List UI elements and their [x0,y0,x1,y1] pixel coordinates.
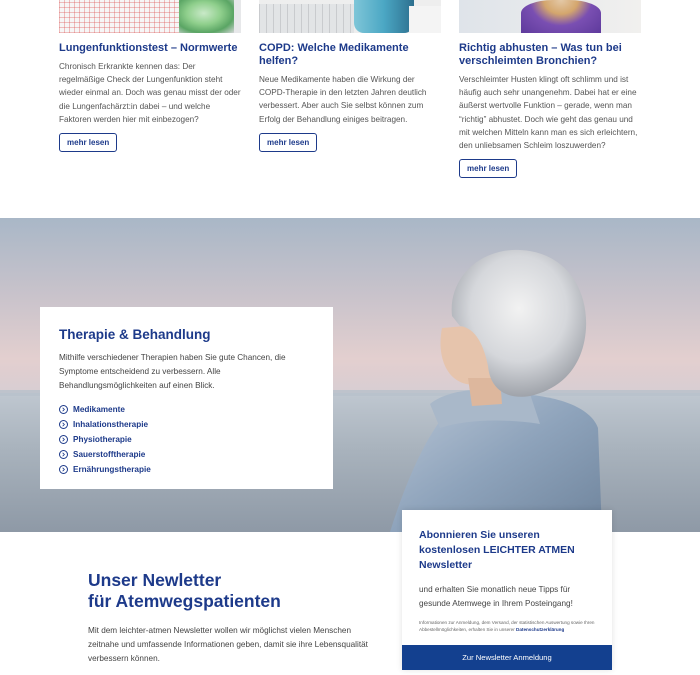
read-more-button[interactable]: mehr lesen [259,133,317,152]
newsletter-signup-button[interactable]: Zur Newsletter Anmeldung [402,645,612,670]
therapy-link-sauerstofftherapie[interactable]: Sauerstofftherapie [59,447,314,462]
chevron-right-circle-icon [59,450,68,459]
therapy-link-ernaehrungstherapie[interactable]: Ernährungstherapie [59,462,314,477]
newsletter-heading-line1: Unser Newletter [88,570,222,590]
article-teaser: Neue Medikamente haben die Wirkung der COPD-Therapie in den letzten Jahren deutlich verbessert. Aber auch Sie selbst können zum Erfolg der Behandlung einiges beitragen. [259,75,427,124]
therapy-card [40,307,333,489]
article-image-lungenfunktion[interactable] [59,0,241,33]
read-more-button[interactable]: mehr lesen [59,133,117,152]
article-teaser: Chronisch Erkrankte kennen das: Der regelmäßige Check der Lungenfunktion steht wieder einmal an. Doch was genau misst der oder die Lungenfachärzt:in dabei – und welche Faktoren werden hier mit einbezogen? [59,62,241,124]
chevron-right-circle-icon [59,405,68,414]
therapy-links [59,402,314,477]
newsletter-heading-line2: für Atemwegspatienten [88,591,281,611]
chevron-right-circle-icon [59,435,68,444]
article-title[interactable]: COPD: Welche Medikamente helfen? [259,42,409,67]
newsletter-heading [88,570,368,612]
read-more-button[interactable]: mehr lesen [459,159,517,178]
newsletter-fine-print: Informationen zur Anmeldung, dem Versand, der statistischen Auswertung sowie Ihren Abbestellmöglichkeiten, erhalten Sie in unserer Datenschutzerklärung [419,620,595,632]
article-teaser: Verschleimter Husten klingt oft schlimm und ist häufig auch sehr unangenehm. Dabei hat er eine äußerst wertvolle Funktion – gerade, wenn man “richtig” abhustet. Doch wie geht das genau und mit welchen Mitteln kann man es sich erleichtern, den unliebsamen Schleim loszuwerden? [459,75,638,151]
article-image-woman-coughing[interactable] [459,0,641,33]
article-card-richtig-abhusten [459,0,641,178]
article-card-lungenfunktionstest [59,0,241,152]
article-image-inhaler[interactable] [259,0,441,33]
hero-woman-illustration [380,228,700,532]
newsletter-intro [88,570,368,666]
newsletter-signup-box [402,510,612,670]
chevron-right-circle-icon [59,420,68,429]
therapy-link-medikamente[interactable]: Medikamente [59,402,314,417]
therapy-link-inhalationstherapie[interactable]: Inhalationstherapie [59,417,314,432]
newsletter-box-title: Abonnieren Sie unseren kostenlosen LEICHTER ATMEN Newsletter [419,529,575,571]
therapy-text: Mithilfe verschiedener Therapien haben Sie gute Chancen, die Symptome entscheidend zu verbessern. Alle Behandlungsmöglichkeiten auf einen Blick. [59,353,286,390]
therapy-link-physiotherapie[interactable]: Physiotherapie [59,432,314,447]
newsletter-text: Mit dem leichter-atmen Newsletter wollen wir möglichst vielen Menschen zeitnahe und umfassende Informationen geben, damit sie ihre Lebensqualität verbessern können. [88,626,368,663]
article-title[interactable]: Lungenfunktionstest – Normwerte [59,42,238,54]
article-card-copd-medikamente [259,0,441,152]
therapy-title: Therapie & Behandlung [59,327,211,342]
privacy-policy-link[interactable]: Datenschutzerklärung [516,626,565,632]
chevron-right-circle-icon [59,465,68,474]
newsletter-box-subtitle: und erhalten Sie monatlich neue Tipps für gesunde Atemwege in Ihrem Posteingang! [419,585,573,608]
article-cards [0,0,700,218]
article-title[interactable]: Richtig abhusten – Was tun bei verschleimten Bronchien? [459,42,622,67]
